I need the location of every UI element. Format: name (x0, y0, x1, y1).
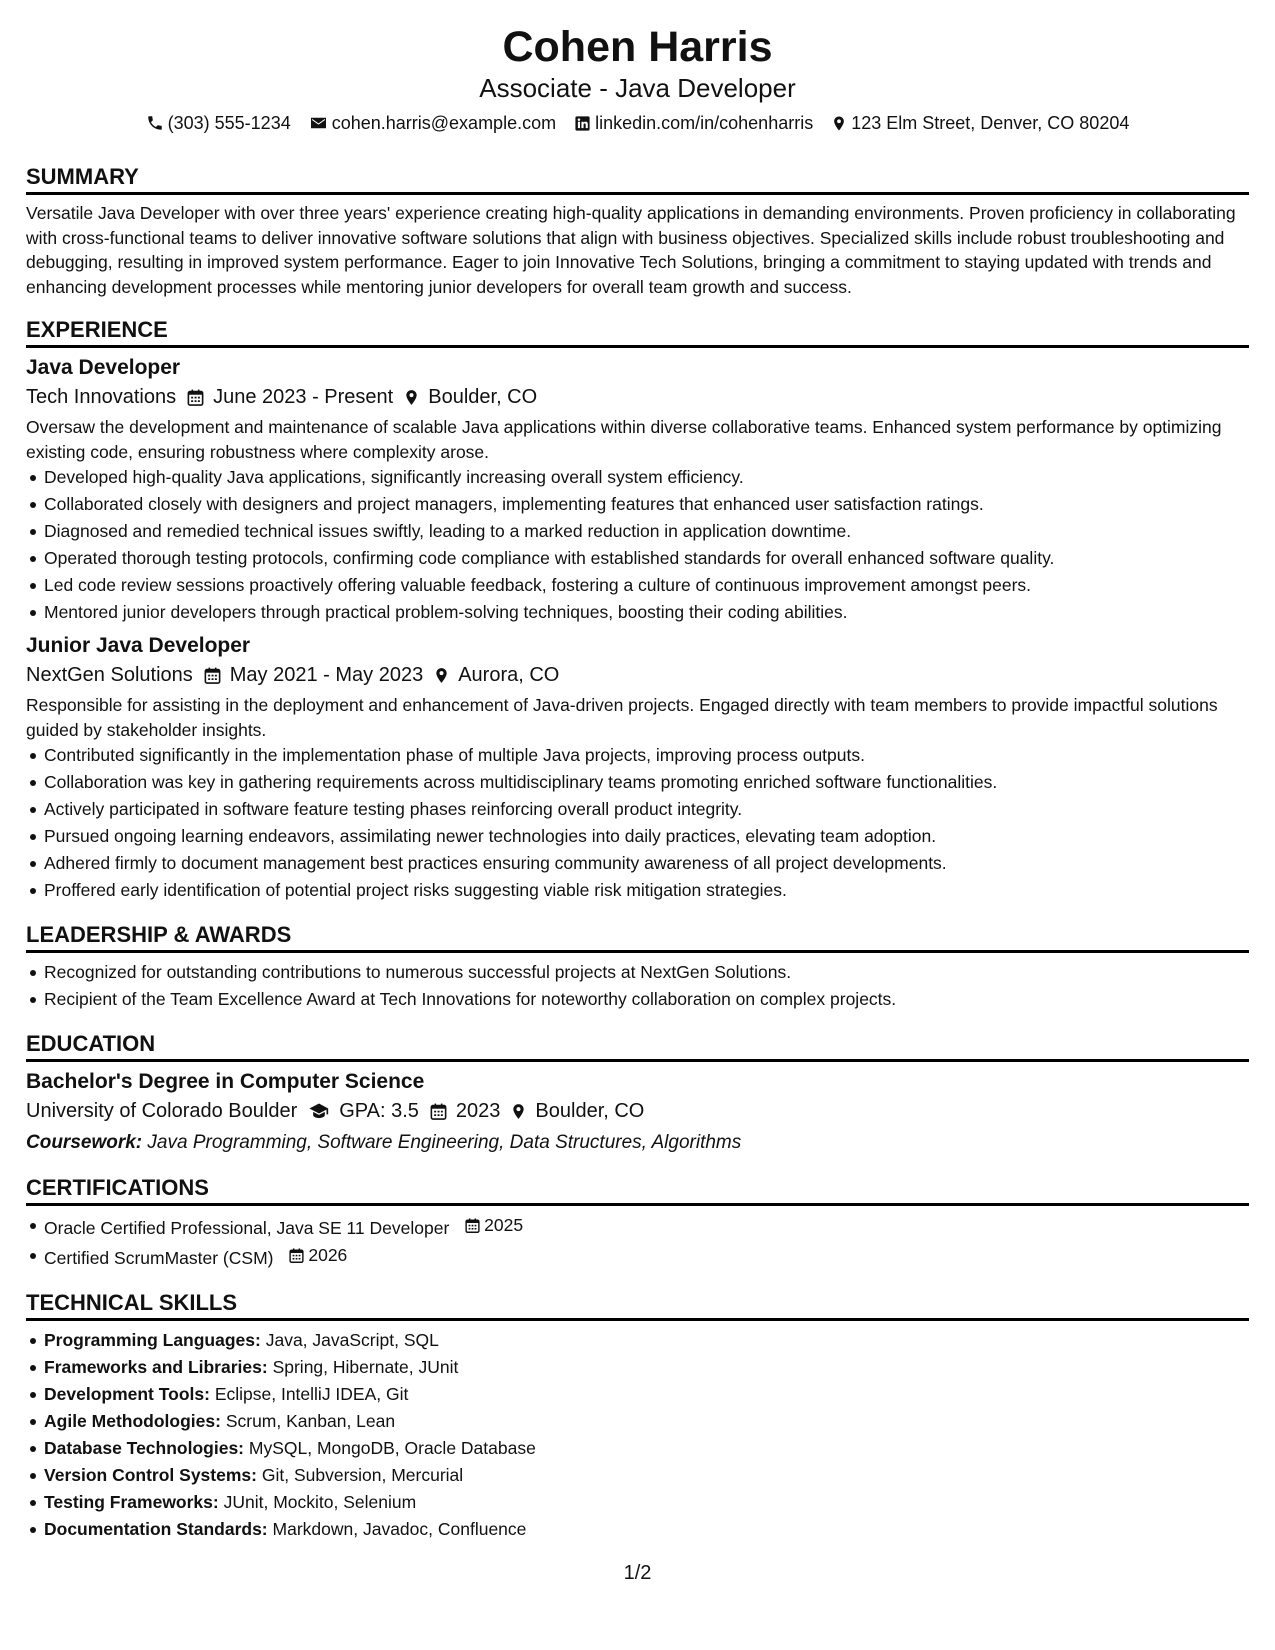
job-description: Responsible for assisting in the deployment and enhancement of Java-driven projects. Engaged directly with team members to provide impactful solutions guided by stakeholder insights. (26, 695, 1218, 740)
skill-value: Markdown, Javadoc, Confluence (272, 1519, 527, 1539)
cert-year: 2025 (484, 1215, 524, 1235)
list-item (44, 1381, 1249, 1408)
list-item (44, 1516, 1249, 1543)
resume-header (26, 22, 1249, 136)
job-location (433, 661, 559, 689)
list-item: Actively participated in software feature testing phases reinforcing overall product integrity. (44, 796, 1249, 823)
skill-label: Development Tools: (44, 1384, 210, 1404)
job-title: Junior Java Developer (26, 634, 251, 657)
skill-label: Documentation Standards: (44, 1519, 268, 1539)
education-location (510, 1097, 644, 1125)
list-item: Collaboration was key in gathering requirements across multidisciplinary teams promoting enriched software functionalities. (44, 769, 1249, 796)
coursework-text: Java Programming, Software Engineering, Data Structures, Algorithms (147, 1132, 742, 1153)
map-pin-icon (510, 1101, 527, 1122)
list-item: Collaborated closely with designers and project managers, implementing features that enhanced user satisfaction ratings. (44, 491, 1249, 518)
dates-text: June 2023 - Present (213, 386, 394, 408)
list-item (44, 1212, 1249, 1242)
page-number: 1/2 (623, 1562, 652, 1584)
address-text: 123 Elm Street, Denver, CO 80204 (851, 113, 1130, 133)
education-gpa (307, 1097, 419, 1125)
contact-linkedin (574, 110, 813, 136)
job-description: Oversaw the development and maintenance of scalable Java applications within diverse collaborative teams. Enhanced system performance by optimizing existing code, ensuring robustness where complexity arose. (26, 417, 1222, 462)
skill-label: Testing Frameworks: (44, 1492, 219, 1512)
skills-section (26, 1290, 1249, 1543)
skill-label: Frameworks and Libraries: (44, 1357, 268, 1377)
list-item (44, 1489, 1249, 1516)
location-text: Aurora, CO (458, 664, 560, 686)
contact-bar (26, 110, 1249, 136)
list-item: Diagnosed and remedied technical issues swiftly, leading to a marked reduction in application downtime. (44, 518, 1249, 545)
skill-value: JUnit, Mockito, Selenium (223, 1492, 417, 1512)
list-item (44, 1462, 1249, 1489)
list-item (44, 1354, 1249, 1381)
skill-value: Git, Subversion, Mercurial (261, 1465, 464, 1485)
calendar-icon (203, 666, 222, 685)
phone-text: (303) 555-1234 (167, 113, 291, 133)
dates-text: May 2021 - May 2023 (229, 664, 424, 686)
experience-section (26, 317, 1249, 904)
list-item: Led code review sessions proactively offering valuable feedback, fostering a culture of continuous improvement amongst peers. (44, 572, 1249, 599)
skill-value: Spring, Hibernate, JUnit (272, 1357, 459, 1377)
year-text: 2023 (455, 1100, 501, 1122)
cert-year: 2026 (308, 1245, 348, 1265)
coursework-label: Coursework: (26, 1132, 143, 1153)
email-text: cohen.harris@example.com (331, 113, 557, 133)
section-title: LEADERSHIP & AWARDS (26, 922, 1249, 953)
gpa-text: GPA: 3.5 (339, 1100, 419, 1122)
list-item (44, 1435, 1249, 1462)
list-item: Proffered early identification of potential project risks suggesting viable risk mitigation strategies. (44, 877, 1249, 904)
calendar-icon (186, 388, 205, 407)
skill-value: Scrum, Kanban, Lean (225, 1411, 396, 1431)
contact-email (309, 110, 556, 136)
graduation-cap-icon (307, 1101, 331, 1121)
summary-section (26, 164, 1249, 299)
education-section (26, 1031, 1249, 1157)
job-meta (26, 383, 1249, 411)
cert-name: Oracle Certified Professional, Java SE 11 Developer (44, 1218, 450, 1238)
list-item (44, 1327, 1249, 1354)
company-name: NextGen Solutions (26, 664, 193, 686)
job-bullets (26, 742, 1249, 904)
job-entry (26, 632, 1249, 904)
awards-list (26, 959, 1249, 1013)
envelope-icon (309, 114, 328, 132)
calendar-icon (288, 1247, 305, 1264)
certifications-list (26, 1212, 1249, 1272)
contact-phone (146, 110, 291, 136)
section-title: SUMMARY (26, 164, 1249, 195)
map-pin-icon (831, 114, 847, 133)
company-name: Tech Innovations (26, 386, 177, 408)
certifications-section (26, 1175, 1249, 1272)
job-title: Java Developer (26, 356, 181, 379)
calendar-icon (429, 1102, 448, 1121)
job-bullets (26, 464, 1249, 626)
cert-date (288, 1242, 347, 1269)
job-meta (26, 661, 1249, 689)
candidate-name: Cohen Harris (502, 23, 773, 71)
list-item: Operated thorough testing protocols, confirming code compliance with established standards for overall enhanced software quality. (44, 545, 1249, 572)
section-title: EXPERIENCE (26, 317, 1249, 348)
job-dates (203, 661, 423, 689)
list-item: Pursued ongoing learning endeavors, assimilating newer technologies into daily practices, elevating team adoption. (44, 823, 1249, 850)
contact-address (831, 110, 1129, 136)
cert-name: Certified ScrumMaster (CSM) (44, 1248, 274, 1268)
cert-date (464, 1212, 523, 1239)
list-item: Recipient of the Team Excellence Award at Tech Innovations for noteworthy collaboration on complex projects. (44, 986, 1249, 1013)
list-item: Adhered firmly to document management best practices ensuring community awareness of all project developments. (44, 850, 1249, 877)
location-text: Boulder, CO (535, 1100, 645, 1122)
calendar-icon (464, 1217, 481, 1234)
skills-list (26, 1327, 1249, 1543)
skill-label: Database Technologies: (44, 1438, 245, 1458)
list-item: Contributed significantly in the implementation phase of multiple Java projects, improving process outputs. (44, 742, 1249, 769)
phone-icon (146, 114, 164, 132)
school-name: University of Colorado Boulder (26, 1100, 298, 1122)
section-title: EDUCATION (26, 1031, 1249, 1062)
section-title: TECHNICAL SKILLS (26, 1290, 1249, 1321)
skill-value: Eclipse, IntelliJ IDEA, Git (214, 1384, 409, 1404)
skill-value: Java, JavaScript, SQL (265, 1330, 439, 1350)
map-pin-icon (403, 387, 420, 408)
skill-label: Version Control Systems: (44, 1465, 257, 1485)
candidate-role: Associate - Java Developer (479, 73, 796, 103)
section-title: CERTIFICATIONS (26, 1175, 1249, 1206)
list-item (44, 1242, 1249, 1272)
skill-value: MySQL, MongoDB, Oracle Database (248, 1438, 536, 1458)
job-entry (26, 354, 1249, 626)
list-item: Developed high-quality Java applications, significantly increasing overall system efficiency. (44, 464, 1249, 491)
education-meta (26, 1097, 1249, 1125)
list-item: Mentored junior developers through practical problem-solving techniques, boosting their coding abilities. (44, 599, 1249, 626)
job-dates (186, 383, 393, 411)
map-pin-icon (433, 665, 450, 686)
degree-title: Bachelor's Degree in Computer Science (26, 1070, 425, 1093)
linkedin-text: linkedin.com/in/cohenharris (595, 113, 814, 133)
location-text: Boulder, CO (428, 386, 538, 408)
list-item (44, 1408, 1249, 1435)
skill-label: Programming Languages: (44, 1330, 261, 1350)
coursework (26, 1129, 1249, 1157)
summary-text: Versatile Java Developer with over three years' experience creating high-quality applications in demanding environments. Proven proficiency in collaborating with cross-functional teams to deliver innovative software solutions that align with business objectives. Specialized skills include robust troubleshooting and debugging, resulting in improved system performance. Eager to join Innovative Tech Solutions, bringing a commitment to staying updated with trends and enhancing development processes while mentoring junior developers for overall team growth and success. (26, 203, 1236, 297)
list-item: Recognized for outstanding contributions to numerous successful projects at NextGen Solutions. (44, 959, 1249, 986)
job-location (403, 383, 537, 411)
leadership-section (26, 922, 1249, 1013)
linkedin-icon (574, 115, 591, 132)
education-year (429, 1097, 501, 1125)
skill-label: Agile Methodologies: (44, 1411, 221, 1431)
